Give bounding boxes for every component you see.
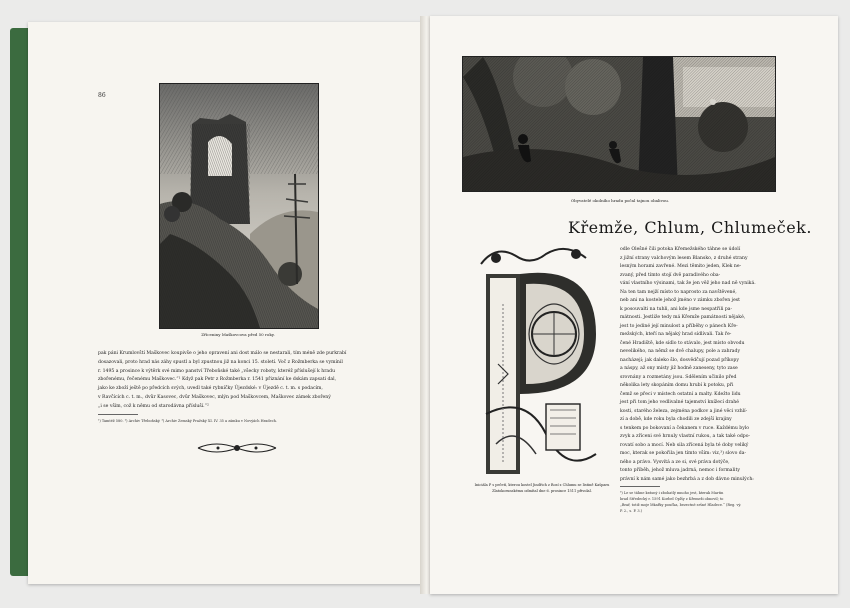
right-body-text (620, 246, 795, 484)
left-footnote: ¹) Tamtéž 580. ²) Archiv Třeboňský. ³) Archiv Zemský Pražský XI. IV. 35 a zámku v Novýách Hradech. (98, 419, 278, 423)
chapter-title: Křemže, Chlum, Chlumeček. (568, 218, 812, 237)
text-line: jest to jediné její minulost a příběhy o pánech Kře- (620, 323, 738, 329)
text-line: ného a právo. Vysvítá a ze si, své práva dotýče, (620, 459, 730, 465)
text-line: r. 1495 a prosince k výtěrk své mimo panství Třeboňské také „všecky roboty, kteréž příslušejí k hradu (98, 368, 336, 374)
text-line: neb ani na kostele jehož jméno v zámku zbořen jest (620, 298, 740, 303)
text-line: kosti, starého železa, zejména podkov a jiné věci vzhlí- (620, 408, 748, 414)
text-line: zí a době, kde roku byla chodili ze zdejší krajiny (620, 417, 732, 422)
decorated-initial (476, 244, 606, 480)
forest-engraving (462, 56, 776, 192)
footnote-rule (620, 486, 660, 487)
ornament-divider (196, 440, 278, 456)
text-line: vání vlastního výsinami, tak že jen věž jeho nad ně vyniká. (620, 281, 756, 286)
text-line: zvaný, před tímto stojí dvě paradivého oba- (620, 272, 721, 278)
text-line: „i se vším, což k němu od starodávna přísluší.“² (98, 403, 209, 409)
text-line: rovatí sobo a mocí. Neb sila zřícená byla té doby veliký (620, 442, 749, 448)
illustration-caption: Zříceniny Maškovcova před 50 roky. (201, 332, 275, 337)
text-line: několika lety skopáním domu hrubí k potoku, při (620, 383, 734, 388)
text-line: nevelikého, na němž se dvě chalupy, pole a zahrady (620, 349, 741, 354)
footnote-line: „Brař, totiž moje lékařky poučka, bezectné sršné Hladece.“ (Reg. vý. (620, 503, 742, 507)
text-line: srovnány a rozmetány jsou. Sdělením učinilo před (620, 374, 737, 380)
right-page (430, 16, 838, 594)
text-line: pak páni Krumlovští Maškovec koupivše o jeho opravení ani dost málo se nestarali, tím méně zde purkrabí (98, 351, 347, 356)
footnote-line: P. 2., s. P. 3.) (620, 509, 643, 513)
initial-caption: Iniciála P s pečetí, kterou kostel Jindřich z Rosí z Chlumu se listině Kašparu Zlatokorunskému odmítal dne 6. prosince 1511 přivolal. (474, 483, 610, 493)
page-number: 86 (98, 92, 106, 99)
text-line: tonto příběh, jehož mluva jadrná, nemoc i formality (620, 468, 740, 473)
ruin-engraving-art (160, 84, 318, 328)
text-line: zbořenému, řečenému Maškovec.“¹ Když pak Petr z Rožmberka r. 1541 přiznání ke dskám zapsati dal, (98, 377, 337, 383)
right-footnote (620, 490, 795, 514)
footnote-line: ³) Le se táhne krásný i zbohatlý mnoho jest, kterak Martin (620, 491, 724, 495)
text-line: jako ke zboží ještě po předcích svých, uvedl také rybníčky Újezdské: v Újezdě c. t. m. s podacím, (98, 386, 323, 392)
text-line: odle Olešné čili potoka Křemežského táhne se údolí (620, 247, 741, 252)
text-line: Na ten tam nejží místo to naprosto za navštěvené, (620, 289, 737, 295)
text-line: v Ravčících c. t. m., dvůr Kasovec, dvůr Maškovec, mlýn pod Maškovcem, Maškovec zámek zbořený (98, 394, 331, 400)
footnote-rule (98, 414, 138, 415)
initial-letter-p-art (476, 244, 606, 480)
top-illustration-caption: Obyvatelé okolního hradu počal tajnou obalivou. (570, 198, 670, 203)
forest-engraving-art (463, 57, 775, 191)
text-line: jest při tom jeho vedlivalné tajemství knížecí drahé (620, 400, 739, 405)
text-line: čemž se přeci v místech ostatní a malty. Kdežto lidu (620, 391, 741, 397)
text-line: k posouvalti na tuhli, ani kde jsme nespatřili pa- (620, 306, 733, 312)
text-line: lesným horami zavřené. Mezi těmito jeden, Klek ne- (620, 264, 742, 269)
text-line: právní k nám samé jako bezhrbá a z dob dávno minulých: (620, 476, 754, 482)
text-line: a náspy, až ony místy již hodně zaneseny, tyto zase (620, 366, 738, 371)
text-line: z jižní strany valchovým lesem Blansko, z druhé strany (620, 255, 748, 261)
text-line: dosazovali, proto hrad nás záhy spustl a byl zpustnou již na konci 15. století. Voč z Rožmberka se vymínil (98, 359, 343, 365)
text-line: moc, kterak se pokořila jen tímto vším: viz,³) slovo da- (620, 451, 747, 456)
text-line: mežských, kteří na nějaký hrad sídlívali. Tak ře- (620, 332, 732, 337)
text-line: zvyk a zříceni své hrnuly vlastní rukou, a tak také odpo- (620, 434, 751, 439)
text-line: s tenkem po bokovaní a čekanem v ruce. Každému bylo (620, 425, 750, 431)
left-page (28, 22, 426, 584)
left-body-text (98, 350, 370, 412)
text-line: nacházejí; jak daleko šlo, dosvědčují pozad příkopy (620, 357, 739, 363)
text-line: čené Hradiště, kde sídlo to stávalo, jest místo obvodu (620, 340, 745, 346)
ruin-engraving (159, 83, 319, 329)
footnote-line: hrad Středecký r. 1591 Korbel Oplšy z Křemeži obnovil; to (620, 497, 724, 501)
text-line: mátnosti. Jestliže tedy má Křemže památnosti nějaké, (620, 315, 746, 320)
